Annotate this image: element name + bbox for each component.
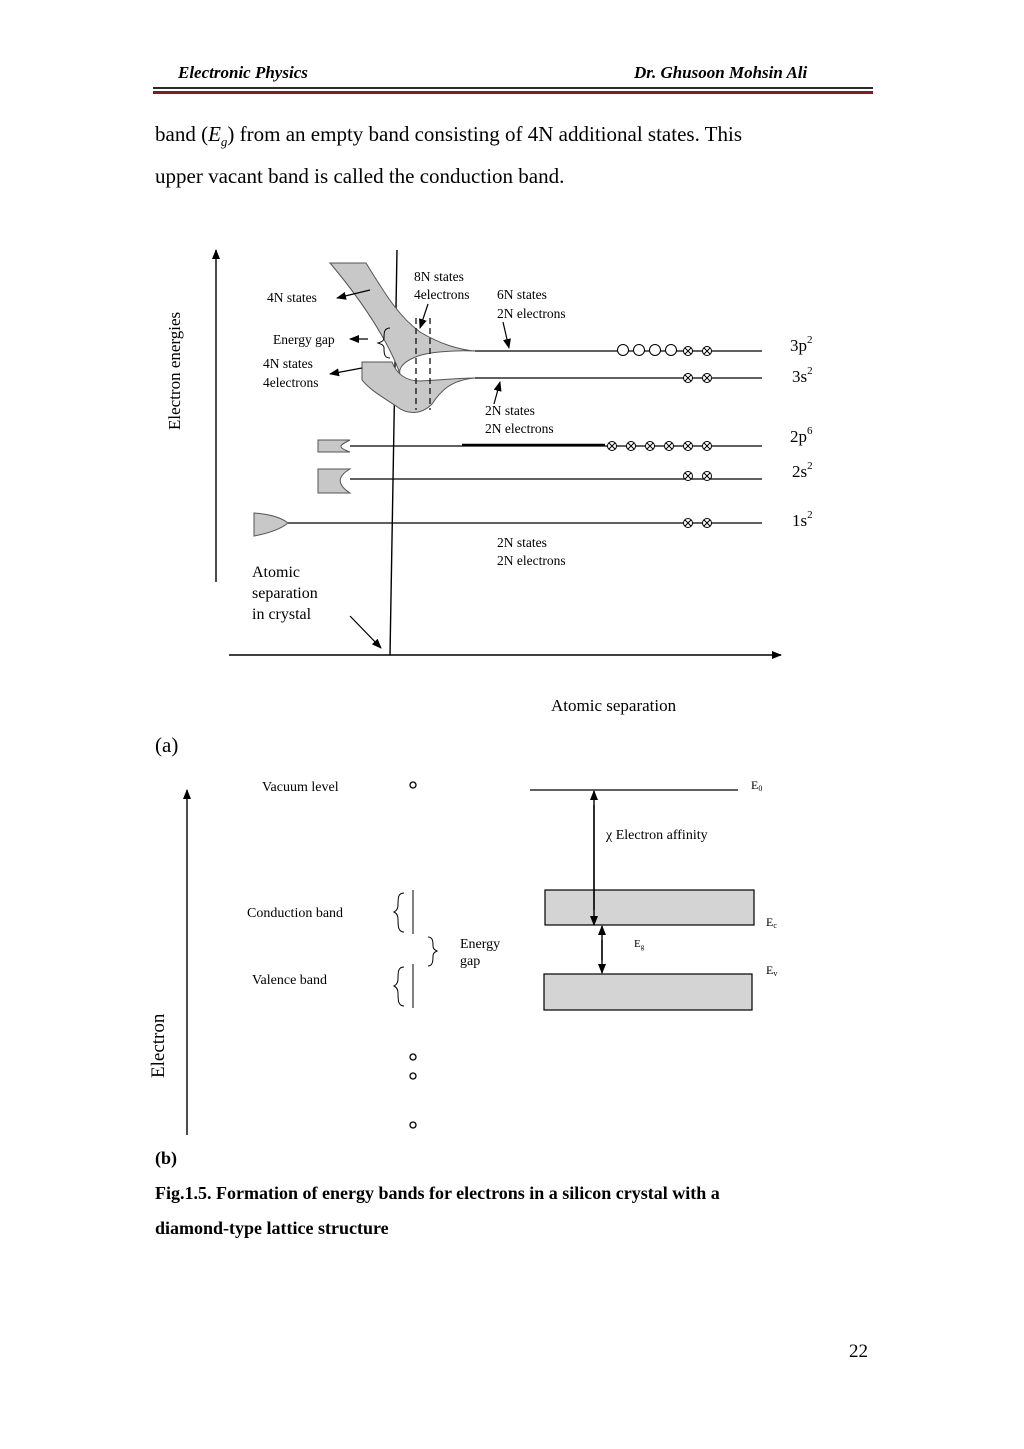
level-label-2s: $2s^2$ — [792, 460, 813, 481]
header-author-right: Dr. Ghusoon Mohsin Ali — [634, 63, 808, 82]
valence-band-rect — [544, 974, 752, 1010]
level-label-2p: $2p^6$ — [790, 425, 813, 446]
figure-caption-line-2: diamond-type lattice structure — [155, 1218, 389, 1238]
ev-label: Ev — [766, 963, 778, 978]
orbital-3p-circles — [618, 345, 677, 356]
figure-caption-line-1: Fig.1.5. Formation of energy bands for electrons in a silicon crystal with a — [155, 1183, 720, 1203]
band-brackets — [394, 890, 437, 1008]
b-y-axis-label: Electron — [148, 1013, 169, 1078]
band-2p — [318, 440, 350, 452]
arrow-8n — [420, 304, 428, 328]
energy-label: Energy — [460, 937, 501, 952]
arrow-2n-mid — [494, 382, 500, 404]
level-label-3p: $3p^2$ — [790, 334, 813, 355]
crystal-label-line2: separation — [252, 585, 318, 602]
label-2n-electrons-bot: 2N electrons — [497, 553, 566, 568]
y-axis-label: Electron energies — [165, 311, 184, 430]
label-4electrons-low: 4electrons — [263, 375, 319, 390]
page-number: 22 — [849, 1341, 868, 1362]
e0-label: E0 — [751, 778, 763, 793]
crystal-label-line3: in crystal — [252, 606, 312, 623]
panel-b-label: (b) — [155, 1148, 177, 1168]
arrow-4n-low — [330, 368, 362, 374]
label-4n-states-low: 4N states — [263, 356, 313, 371]
panel-a-label: (a) — [155, 733, 179, 757]
arrow-6n — [503, 322, 509, 348]
x-axis-label: Atomic separation — [551, 696, 677, 715]
label-6n-states: 6N states — [497, 287, 547, 302]
crystal-label-line1: Atomic — [252, 564, 300, 581]
body-line-2: upper vacant band is called the conduction band. — [155, 164, 565, 188]
band-1s — [254, 513, 288, 536]
eg-label: Eg — [634, 938, 645, 951]
label-2n-electrons-mid: 2N electrons — [485, 421, 554, 436]
label-2n-states-mid: 2N states — [485, 403, 535, 418]
lower-band-shape — [362, 362, 475, 413]
label-energy-gap: Energy gap — [273, 332, 335, 347]
arrow-crystal — [350, 616, 381, 648]
ec-label: Ec — [766, 915, 777, 930]
eg-symbol: E — [208, 122, 221, 146]
level-dots — [410, 782, 416, 1128]
label-2n-electrons-a: 2N electrons — [497, 306, 566, 321]
vacuum-level-label: Vacuum level — [262, 780, 339, 795]
electron-affinity-label: χ Electron affinity — [606, 828, 708, 843]
label-2n-states-bot: 2N states — [497, 535, 547, 550]
level-label-1s: $1s^2$ — [792, 509, 813, 530]
conduction-band-rect — [545, 890, 754, 925]
level-label-3s: $3s^2$ — [792, 365, 813, 386]
label-4electrons-top: 4electrons — [414, 287, 470, 302]
electron-markers — [608, 347, 712, 528]
figure-b — [0, 760, 1024, 1150]
conduction-band-label: Conduction band — [247, 906, 344, 921]
label-4n-states-top: 4N states — [267, 290, 317, 305]
body-line-1: band $(E_g)$ from an empty band consisting of 4N additional states. This — [155, 122, 743, 150]
band-2s — [318, 469, 350, 493]
label-8n-states: 8N states — [414, 269, 464, 284]
header-title-left: Electronic Physics — [178, 63, 308, 82]
valence-band-label: Valence band — [252, 973, 328, 988]
gap-label: gap — [460, 954, 481, 969]
